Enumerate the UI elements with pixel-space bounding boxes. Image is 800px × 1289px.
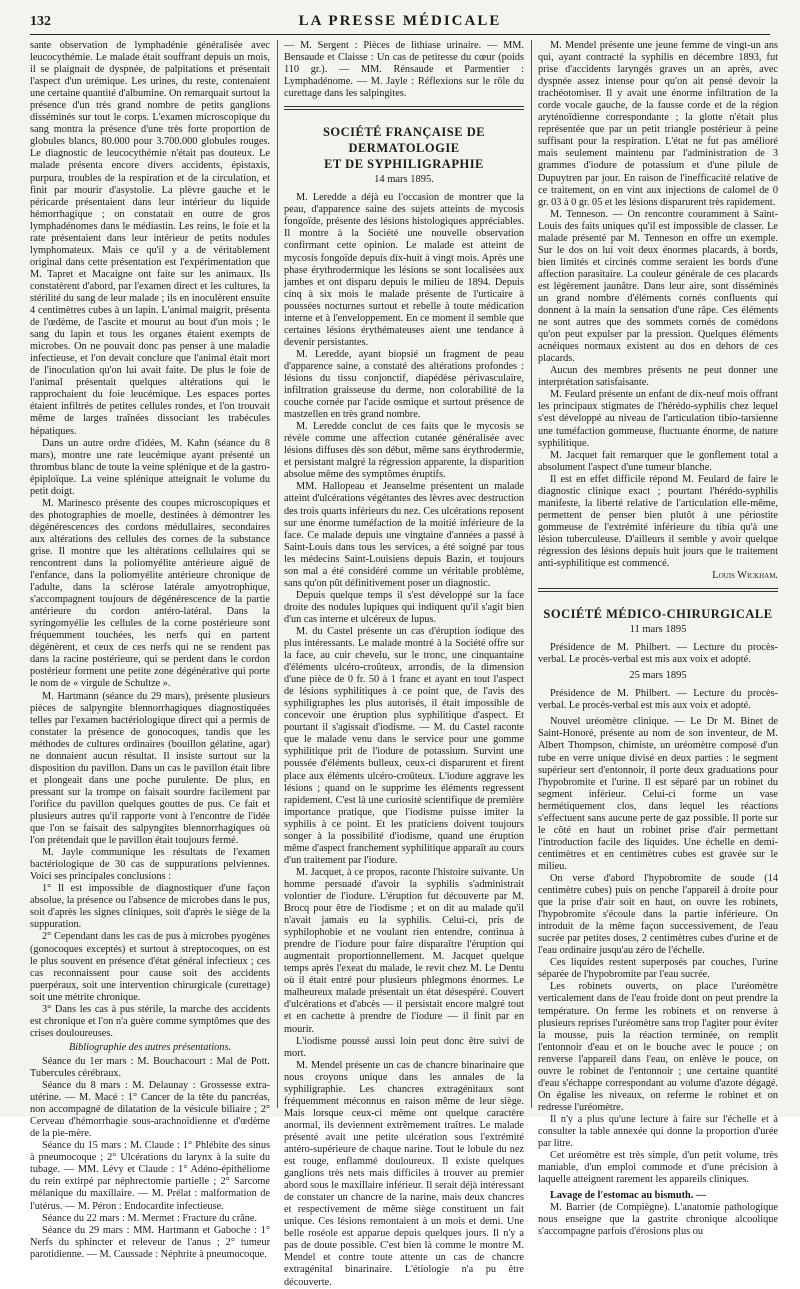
paragraph: Séance du 22 mars : M. Mermet : Fracture du crâne. xyxy=(42,1212,258,1224)
paragraph: M. Jayle communique les résultats de l'examen bactériologique de 30 cas de suppurations pelviennes. Voici ses principales conclusions : xyxy=(30,847,270,883)
paragraph: Dans un autre ordre d'idées, M. Kahn (séance du 8 mars), montre une rate leucémique ayant présenté un thrombus blanc de toute la veine splénique et de la gastro-épiploïque. La veine splénique atteignait le volume du petit doigt. xyxy=(30,437,270,497)
paragraph: 1° Il est impossible de diagnostiquer d'une façon absolue, la présence ou l'absence de microbes dans le pus, soit d'après les signes cliniques, soit d'après le siège de la suppuration. xyxy=(30,883,270,931)
paragraph: M. Barrier (de Compiègne). L'anatomie pathologique nous enseigne que la gastrite chronique alcoolique s'accompagne parfois d'érosions plus ou xyxy=(538,1202,778,1238)
paragraph: M. Marinesco présente des coupes microscopiques et des photographies de moelle, destinées à démontrer les dégénérescences des cordons médullaires, secondaires aux altérations des cellules des cornes de la substance grise. Il montre que les altérations cellulaires qui se rencontrent dans la poliomyélite antérieure aiguë de l'enfance, dans la poliomyélite antérieure chronique de l'adulte, dans la sclérose latérale amyotrophique, s'accompagnent toujours de dégénérescence de la partie antérieure du cordon antéro-latéral. Dans la syringomyélie les cellules de la corne postérieure sont fréquemment touchées, les nerfs qui en partent dégénèrent, et ceux de ces nerfs qui ne se rendent pas dans la racine postérieure, qui se perdent dans le cordon postérieur forment une petite zone dégénérative qui porte le nom de « virgule de Schultze ». xyxy=(30,497,270,690)
section-divider xyxy=(538,588,778,592)
paragraph: Ces liquides restent superposés par couches, l'urine séparée de l'hypobromite par l'eau sucrée. xyxy=(538,957,778,981)
paragraph: On verse d'abord l'hypobromite de soude (14 centimètre cubes) puis on penche l'appareil à droite pour que la prise d'air soit en haut, on ouvre les robinets, l'hypobromite s'écoule dans la partie inférieure. On introduit de la même façon successivement, de l'eau sucrée par petites doses, 2 centimètres cubes d'urine et de l'eau ordinaire jusqu'au zéro de l'échelle. xyxy=(538,873,778,957)
paragraph: M. Jacquet fait remarquer que le gonflement total a absolument l'aspect d'une tumeur blanche. xyxy=(538,449,778,473)
paragraph: Présidence de M. Philbert. — Lecture du procès-verbal. Le procès-verbal est mis aux voix et adopté. xyxy=(538,688,778,712)
section-title-line: SOCIÉTÉ FRANÇAISE DE DERMATOLOGIE xyxy=(322,125,486,156)
bibliography-heading: Bibliographie des autres présentations. xyxy=(68,1041,232,1053)
paragraph: M. Leredde a déjà eu l'occasion de montrer que la peau, d'apparence saine des sujets atteints de mycosis fongoïde, présente des lésions histologiques appréciables. Il montre à la Société une nouvelle observation confirmant cette opinion. Le malade est atteint de mycosis fongoïde depuis dix-huit à vingt mois. Après une phase érythrodermique les lésions se sont localisées aux jambes et ont disparu depuis le milieu de 1894. Depuis cinq à six mois le malade présente de l'urticaire à poussées nocturnes surtout et rebelle à toute médication interne et à l'enveloppement. En ce moment il semble que certaines lésions érythémateuses aient une tendance à devenir persistantes. xyxy=(284,192,524,348)
article-title: Lavage de l'estomac au bismuth. — xyxy=(550,1190,707,1202)
paragraph: Il est en effet difficile répond M. Feulard de faire le diagnostic clinique exact ; pourtant l'hérédo-syphilis manifeste, la liberté relative de l'articulation elle-même, permettent de penser bien plutôt à une périostite gommeuse de l'extrémité inférieure du tibia qu'à une lésion tuberculeuse. D'ailleurs il semble y avoir quelque régression des lésions depuis huit jours que le traitement anti-syphilitique est commencé. xyxy=(538,473,778,570)
journal-title: LA PRESSE MÉDICALE xyxy=(298,13,502,29)
column-1 xyxy=(30,40,270,1260)
paragraph: Aucun des membres présents ne peut donner une interprétation satisfaisante. xyxy=(538,365,778,389)
section-date: 14 mars 1895. xyxy=(374,174,434,186)
paragraph: Nouvel uréomètre clinique. — Le Dr M. Binet de Saint-Honoré, présente au nom de son inventeur, de M. Albert Thompson, chimiste, un uréomètre composé d'un tube en verre unique divisé en deux parties : le segment supérieur sert d'entonnoir, il porte deux graduations pour l'hypobromite et l'urine. Il est séparé par un robinet du segment inférieur. Celui-ci forme un vase hermétiquement clos, dans lequel les réactions s'effectuent sans aucune perte de gaz possible. Il porte sur le côté en haut un robinet prise d'air permettant l'introduction facile des liquides. Une échelle en demi-centimètres et en centimètres cubes est gravée sur le milieu. xyxy=(538,716,778,872)
paragraph: M. Leredde conclut de ces faits que le mycosis se révèle comme une affection cutanée généralisée avec lésions diffuses dès son début, même sans érythrodermie, et persistant malgré la régression apparente, la disparition absolue même des symptômes éruptifs. xyxy=(284,421,524,481)
page-header xyxy=(30,12,770,35)
section-divider xyxy=(284,106,524,110)
paragraph: Séance du 15 mars : M. Claude : 1° Phlébite des sinus à pneumocoque ; 2° Ulcérations du larynx à la suite du tubage. — MM. Lévy et Claude : 1° Adéno-épithéliome du rein extirpé par néphrectomie partielle ; 2° Sarcome mélanique du maxillaire. — M. Prélat : malformation de l'utérus. — M. Péron : Endocardite infectieuse. xyxy=(30,1140,270,1212)
paragraph: Séance du 29 mars : MM. Hartmann et Gaboche : 1° Nerfs du sphincter et releveur de l'anus ; 2° tumeur parotidienne. — M. Caussade : Néphrite à pneumocoque. xyxy=(30,1224,270,1260)
author-signature: Louis Wickham. xyxy=(712,570,778,582)
column-rule-right xyxy=(531,40,532,1108)
paragraph: Il n'y a plus qu'une lecture à faire sur l'échelle et à consulter la table annexée qui donne la proportion d'urée par litre. xyxy=(538,1113,778,1150)
page-number: 132 xyxy=(30,14,51,29)
paragraph: Présidence de M. Philbert. — Lecture du procès-verbal. Le procès-verbal est mis aux voix et adopté. xyxy=(538,642,778,666)
column-2 xyxy=(284,40,524,1288)
section-date: 11 mars 1895 xyxy=(629,624,687,636)
paragraph: Cet uréomètre est très simple, d'un petit volume, très maniable, d'un emploi commode et d'une précision à laquelle atteignent rarement les appareils cliniques. xyxy=(538,1150,778,1186)
paragraph: Les robinets ouverts, on place l'uréomètre verticalement dans de l'eau froide dont on peut prendre la température. On ferme les robinets et on renverse à plusieurs reprises l'uréomètre sans trop l'agiter pour éviter la mousse, puis la réaction terminée, on remplit l'entonnoir d'eau et on le bouche avec le pouce ; on renverse l'appareil dans l'eau, on enlève le pouce, on ouvre le robinet de l'entonnoir ; une certaine quantité d'eau s'échappe correspondant au volume d'azote dégagé. On égalise les niveaux, on referme le robinet et on redresse l'uréomètre. xyxy=(538,981,778,1113)
column-rule-left xyxy=(277,40,278,1108)
section-date: 25 mars 1895 xyxy=(629,670,687,682)
paragraph: M. Tenneson. — On rencontre couramment à Saint-Louis des faits uniques qu'il est impossible de classer. Le malade présenté par M. Tenneson en offre un exemple. Sur le dos on lui voit deux énormes placards, à bords, bien limités et circinés comme seraient les bords d'une affection parasitaire. La couleur générale de ces placards est légèrement jaunâtre. Dans leur aire, sont disséminés un grand nombre d'éléments cornés confluents qui donnent à la main la sensation d'une râpe. Ces éléments ne sont autres que des sommets cornés de comédons qu'on peut expulser par la pression. Quelques éléments acnéiques normaux existent au dos en dehors de ces placards. xyxy=(538,208,778,365)
section-title-dermatology xyxy=(284,124,524,172)
paragraph: M. Hartmann (séance du 29 mars), présente plusieurs pièces de salpyngite blennorrhagiques diagnostiquées telles par l'examen bactériologique direct qui a permis de constater la présence de gonocoques, tandis que les méthodes de cultures ordinaires (bouillon gélatine, agar) ne donnaient aucun résultat. Il insiste surtout sur la disposition du pavillon. Dans un cas le pavillon était libre et plongeait dans une poche purulente. De plus, en pressant sur la trompe on faisait sourdre facilement par l'orifice du pavillon quelques gouttes de pus. Ce fait et plusieurs autres qu'il rapporte vont à l'encontre de l'idée que l'on se faisait des salpyngites blennorrhagiques où l'on prétendait que le pavillon était toujours fermé. xyxy=(30,690,270,847)
paragraph: M. Jacquet, à ce propos, raconte l'histoire suivante. Un homme persuadé d'avoir la syphilis s'administrait volontier de l'iodure. L'éruption fut découverte par M. Brocq pour être de l'iodisme ; et on dit au malade qu'il n'avait jamais eu la syphilis. Celui-ci, pris de syphilophobie et ne voulant rien entendre, continua à prendre de l'iodure pour faire disparaître l'éruption qui augmentait proportionnellement. M. Jacquet quelque temps après l'exeat du malade, le revit chez M. Le Dentu où il était entré pour plusieurs phlegmons énormes. Le malheureux malade présentait un état désespéré. Couvert d'ulcérations et d'abcès — il persistait encore malgré tout et en cachette à prendre de l'iodure — il finit par en mourir. xyxy=(284,866,524,1035)
paragraph: — M. Sergent : Pièces de lithiase urinaire. — MM. Bensaude et Claisse : Un cas de petitesse du cœur (poids 110 gr.). — MM. Rénsaude et Parmentier : Lymphadénome. — M. Jayle : Réflexions sur le rôle du curettage dans les salpingites. xyxy=(284,40,524,100)
paragraph: sante observation de lymphadénie généralisée avec leucocythémie. Le malade était souffrant depuis un mois, il se plaignait de dyspnée, de palpitations et présentait l'aspect d'un urémique. Les urines, du reste, contenaient une certaine quantité d'albumine. On remarquait surtout la présence d'un très grand nombre de petits ganglions disséminés sur tout le corps. L'examen microscopique du sang montra la présence d'une très forte proportion de globules blancs, 80.000 pour 3.700.000 globules rouges. Le diagnostic de leucocythémie n'était pas douteux. Le malade présenta encore divers accidents, épistaxis, purpura, troubles de la respiration et de la circulation, et finit par mourir d'asystolie. La plèvre gauche et le péricarde présentaient dans leur intérieur du liquide hémorrhagique ; on constatait en outre de gros lymphadénomes dans le médiastin. Les reins, le foie et la rate présentaient dans leur intérieur de petits nodules lymphomateux. Mais ce qu'il y a de véritablement original dans cette présentation est l'expérimentation que M. Tapret et Macaigne ont faite sur les animaux. Ils constatèrent d'abord, par l'examen direct et les cultures, la stérilité du sang de leur malade ; ils en inoculèrent ensuite 4 centimètres cubes à un lapin. L'animal maigrit, présenta de l'œdème, de l'ascite et mourut au bout d'un mois ; le sang du lapin et tous les organes étaient exempts de microbes. On ne pouvait donc pas penser à une maladie infectieuse, et l'on devait conclure que l'animal était mort de l'inoculation qu'on lui avait faite. De plus le foie de l'animal présentait quelques altérations qui le rapprochaient du foie leucémique. Les espaces portes étaient infiltrés de petites cellules rondes, et l'on trouvait même de larges traînées dissociant les trabécules hépatiques. xyxy=(30,40,270,437)
paragraph: Séance du 1er mars : M. Bouchacourt : Mal de Pott. Tubercules cérébraux. xyxy=(30,1055,270,1079)
section-title-medico-chirurgicale: SOCIÉTÉ MÉDICO-CHIRURGICALE xyxy=(543,607,773,622)
paragraph: Depuis quelque temps il s'est développé sur la face droite des nodules lupiques qui indiquent qu'il s'agit bien d'un cas interne et ulcéreux de lupus. xyxy=(284,589,524,625)
paragraph: M. du Castel présente un cas d'éruption iodique des plus intéressants. Le malade montré à la Société offre sur la face, au cuir chevelu, sur le tronc, une cinquantaine d'éléments ulcéro-croûteux, arrondis, de la dimension d'une pièce de 0 fr. 50 à 1 franc et ayant en tout l'aspect de lésions syphilitiques à ce point que, de l'avis des syphiligraphes les plus autorisés, il était impossible de concevoir une éruption plus syphilitique d'aspect. Et pourtant il s'agissait d'iodisme. — M. du Castel raconte que le malade venu dans le service pour une gomme syphilitique prit de l'iodure de potassium. Survint une poussée d'éléments bulleux, ceux-ci disparurent et firent place aux éléments ulcéro-croûteux. L'iodure aggrave les lésions ; quand on le supprime les éléments regressent rapidement. C'est là une curiosité scientifique de première importance pratique, que l'iodisme puisse imiter la syphilis à ce point. Et les praticiens doivent toujours songer à la possibilité d'iodisme, quand une éruption même d'aspect franchement syphilitique apparaît au cours d'un traitement par l'iodure. xyxy=(284,625,524,866)
paragraph: M. Mendel présente une jeune femme de vingt-un ans qui, ayant contracté la syphilis en décembre 1893, fut prise d'accidents laryngés graves un an après, avec dyspnée assez intense pour qu'on ait pensé devoir la trachéotomiser. Il y avait une énorme infiltration de la corde vocale gauche, de la fausse corde et de la région aryténoïdienne correspondante ; la glotte n'était plus représentée que par un petit triangle postérieur à peine suffisant pour la respiration. L'état ne fut pas amélioré mais seulement maintenu par l'administration de 3 grammes d'iodure de potassium et d'une pilule de Dupuytren par jour. En raison de l'inefficacité relative de ce traitement, on en vint aux injections de calomel de 0 gr. 03 à 0 gr. 05 et les lésions disparurent très rapidement. xyxy=(538,40,778,208)
paragraph: M. Feulard présente un enfant de dix-neuf mois offrant les principaux stigmates de l'hérédo-syphilis chez lequel s'est développé au niveau de l'articulation tibio-tarsienne une tuméfaction gommeuse, fluctuante énorme, de nature syphilitique. xyxy=(538,389,778,449)
paragraph: Séance du 8 mars : M. Delaunay : Grossesse extra-utérine. — M. Macé : 1° Cancer de la tête du pancréas, non accompagné de dilatation de la vésicule biliaire ; 2° Cerveau d'hémorrhagie sous-arachnoïdienne et d'œdème de la pie-mère. xyxy=(30,1080,270,1140)
section-title-line: ET DE SYPHILIGRAPHIE xyxy=(324,157,484,172)
paragraph: 3° Dans les cas à pus stérile, la marche des accidents est chronique et l'on n'a guère comme symptômes que des crises douloureuses. xyxy=(30,1003,270,1039)
paragraph: M. Leredde, ayant biopsié un fragment de peau d'apparence saine, a constaté des altérations profondes : lésions du tissu conjonctif, diapédèse périvasculaire, infiltration graisseuse du derme, non colorabilité de la couche cornée par l'acide osmique et surtout présence de mastzellen en très grand nombre. xyxy=(284,348,524,421)
paragraph: 2° Cependant dans les cas de pus à microbes pyogènes (gonocoques exceptés) et surtout à streptocoques, on est le plus souvent en présence d'état général infectieux ; ces cas reconnaissent pour cause soit des accidents puerpéraux, soit une intervention chirurgicale (curettage) soit une métrite chronique. xyxy=(30,931,270,1003)
paragraph: L'iodisme poussé aussi loin peut donc être suivi de mort. xyxy=(284,1035,524,1059)
paragraph: M. Mendel présente un cas de chancre binarinaire que nous croyons unique dans les annales de la syphiligraphie. Les chancres extragénitaux sont fréquemment méconnus en raison même de leur siège. Mais lorsque ceux-ci même ont quelque caractère anormal, ils deviennent extrêmement traîtres. Le malade présenté avait une petite ulcération sous l'extrémité antéro-supérieure de chaque narine. Tout le lobule du nez est rouge, enflammé douloureux. Il existe quelques ganglions très nets mais difficiles à trouver au premier abord sous le maxillaire inférieur. Il serait déjà intéressant de constater un chancre de la narine, mais deux chancres et respectivement de même siège constituent un fait unique. Ces lésions remontaient à un mois et demi. Une belle roséole est apparue depuis quelques jours. Il n'y a pas de doute possible. C'est bien là comme le montre M. Mendel et contre toute attente un cas de chancre extragénital binarinaire. L'étiologie n'a pu être découverte. xyxy=(284,1059,524,1288)
column-3 xyxy=(538,40,778,1238)
paragraph: MM. Hallopeau et Jeanselme présentent un malade atteint d'ulcérations végétantes des lèvres avec destruction des trois quarts inférieurs du nez. Ces ulcérations reposent sur une énorme tuméfaction de la moitié inférieure de la face. Ce malade depuis une vingtaine d'années a passé à Saint-Louis dans tous les services, a été soigné par tous les médecins Saint-Louisiens depuis Bazin, et toujours son mal a été considéré comme un véritable problème, sans qu'on pût définitivement poser un diagnostic. xyxy=(284,481,524,589)
